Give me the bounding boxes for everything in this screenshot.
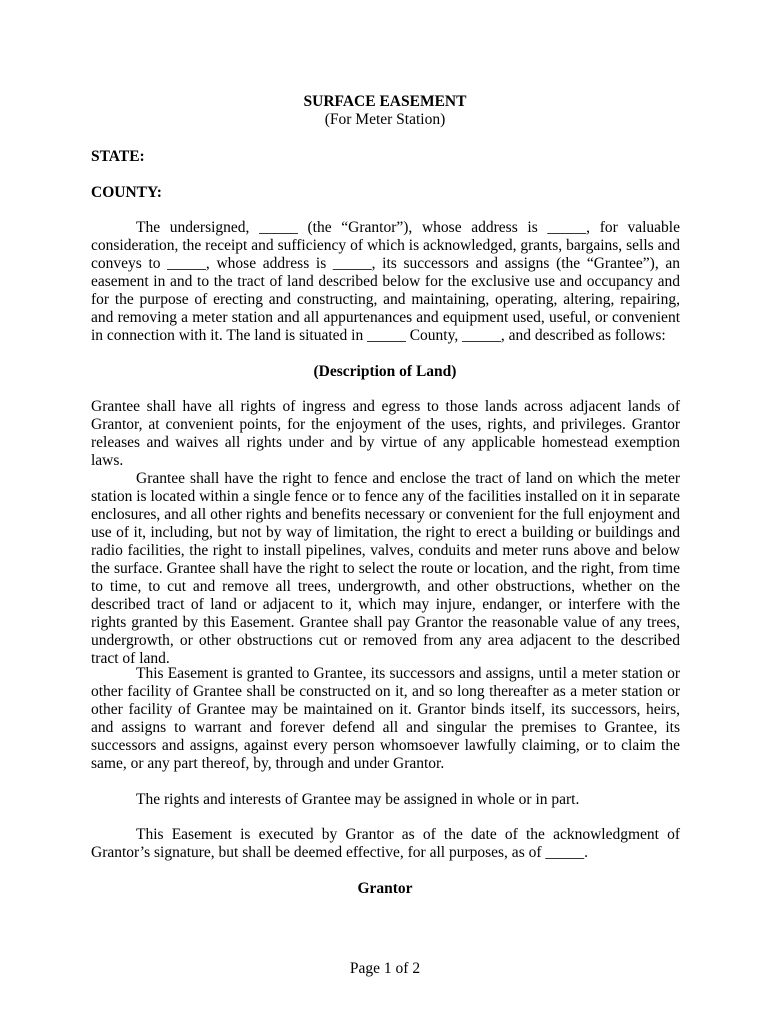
county-label: COUNTY: (91, 184, 162, 201)
paragraph-execution: This Easement is executed by Grantor as of the date of the acknowledgment of Grantor’s signature, but shall be deemed effective, for all purposes, as of _____. (91, 826, 680, 861)
paragraph-assignment: The rights and interests of Grantee may be assigned in whole or in part. (136, 791, 580, 808)
document-title: SURFACE EASEMENT (303, 93, 467, 110)
paragraph-fence-rights: Grantee shall have the right to fence and enclose the tract of land on which the meter station is located within a single fence or to fence any of the facilities installed on it in separate enclosures, and all other rights and benefits necessary or convenient for the full enjoyment and use of it, including, but not by way of limitation, the right to erect a building or buildings and radio facilities, the right to install pipelines, valves, conduits and meter runs above and below the surface. Grantee shall have the right to select the route or location, and the right, from time to time, to cut and remove all trees, undergrowth, and other obstructions, whether on the described tract of land or adjacent to it, which may injure, endanger, or interfere with the rights granted by this Easement. Grantee shall pay Grantor the reasonable value of any trees, undergrowth, or other obstructions cut or removed from any area adjacent to the described tract of land. (91, 470, 680, 667)
paragraph-ingress-egress: Grantee shall have all rights of ingress and egress to those lands across adjacent lands of Grantor, at convenient points, for the enjoyment of the uses, rights, and privileges. Grantor releases and waives all rights under and by virtue of any applicable homestead exemption laws. (91, 398, 680, 469)
grantor-heading: Grantor (357, 880, 413, 897)
paragraph-term-warranty: This Easement is granted to Grantee, its successors and assigns, until a meter station or other facility of Grantee shall be constructed on it, and so long thereafter as a meter station or other facility of Grantee may be maintained on it. Grantor binds itself, its successors, heirs, and assigns to warrant and forever defend all and singular the premises to Grantee, its successors and assigns, against every person whomsoever lawfully claiming, or to claim the same, or any part thereof, by, through and under Grantor. (91, 665, 680, 772)
document-subtitle: (For Meter Station) (324, 111, 446, 128)
paragraph-grant: The undersigned, _____ (the “Grantor”), whose address is _____, for valuable consideration, the receipt and sufficiency of which is acknowledged, grants, bargains, sells and conveys to _____, whose address is _____, its successors and assigns (the “Grantee”), an easement in and to the tract of land described below for the exclusive use and occupancy and for the purpose of erecting and constructing, and maintaining, operating, altering, repairing, and removing a meter station and all appurtenances and equipment used, useful, or convenient in connection with it. The land is situated in _____ County, _____, and described as follows: (91, 219, 680, 344)
state-label: STATE: (91, 148, 145, 165)
description-of-land-heading: (Description of Land) (313, 363, 457, 380)
page-number: Page 1 of 2 (349, 960, 421, 977)
